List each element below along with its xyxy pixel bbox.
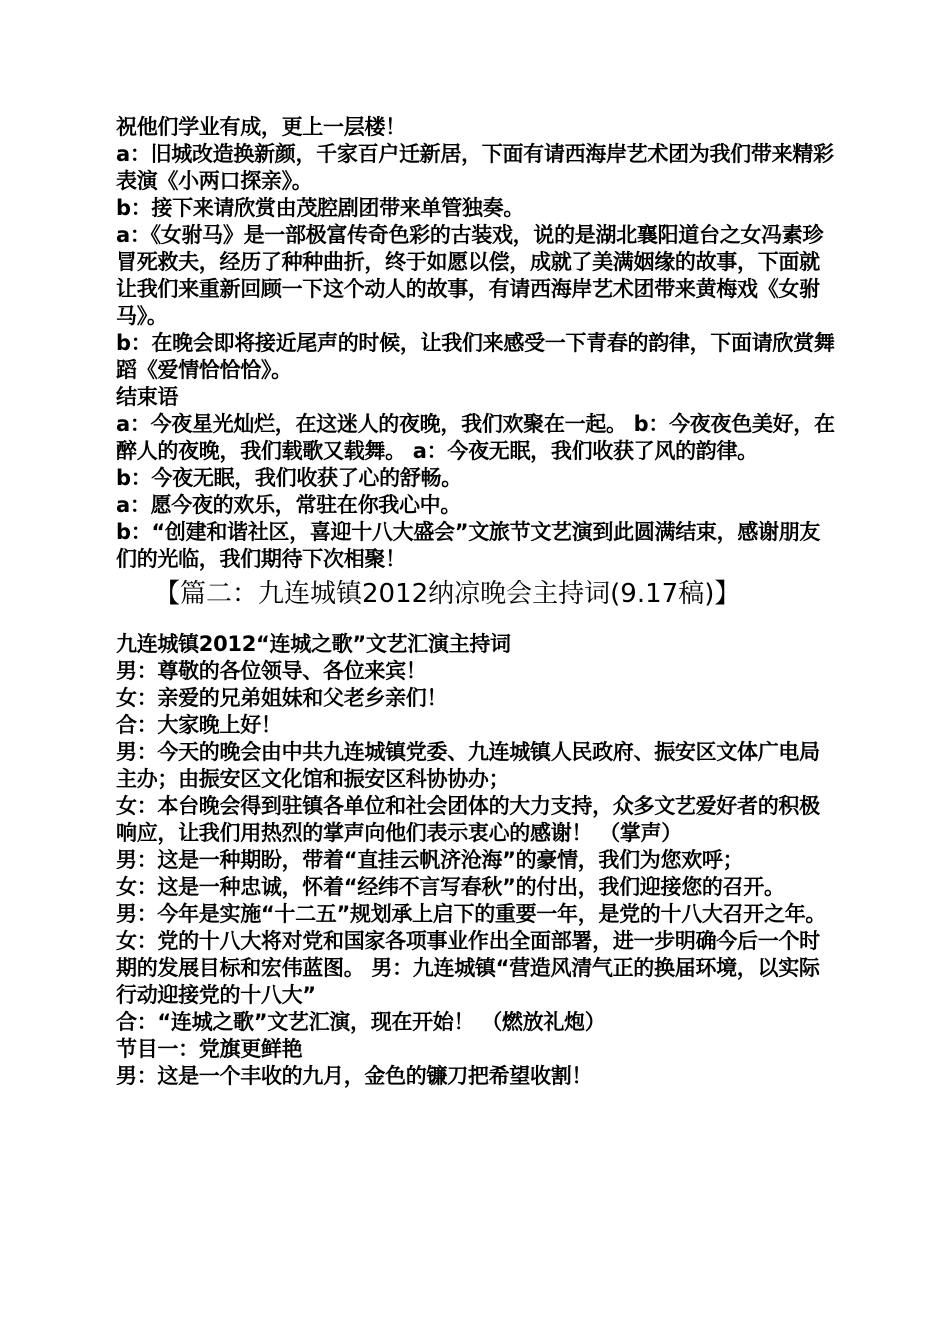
paragraph: b：在晚会即将接近尾声的时候，让我们来感受一下青春的韵律，下面请欣赏舞蹈《爱情恰恰恰》。 [116,331,835,382]
paragraph: 合：“连城之歌”文艺汇演，现在开始！ （燃放礼炮） [116,1010,606,1034]
paragraph: a：《女驸马》是一部极富传奇色彩的古装戏，说的是湖北襄阳道台之女冯素珍冒死救夫，经历了种种曲折，终于如愿以偿，成就了美满姻缘的故事，下面就让我们来重新回顾一下这个动人的故事，有请西海岸艺术团带来黄梅戏《女驸马》。 [116,223,824,328]
paragraph: a：愿今夜的欢乐，常驻在你我心中。 [116,493,462,517]
paragraph: 女：亲爱的兄弟姐妹和父老乡亲们！ [116,686,448,710]
paragraph: 合：大家晚上好！ [116,713,282,737]
document-body [116,114,836,1090]
section-subtitle: 节目一：党旗更鲜艳 [116,1037,303,1061]
paragraph: b：“创建和谐社区，喜迎十八大盛会”文旅节文艺演到此圆满结束，感谢朋友们的光临，我们期待下次相聚！ [116,520,821,571]
section-subtitle: 结束语 [116,385,179,409]
document-title: 九连城镇2012“连城之歌”文艺汇演主持词 [116,632,511,656]
paragraph: 男：今年是实施“十二五”规划承上启下的重要一年，是党的十八大召开之年。 [116,902,827,926]
paragraph: 男：这是一种期盼，带着“直挂云帆济沧海”的豪情，我们为您欢呼； [116,848,744,872]
paragraph: a：今夜星光灿烂，在这迷人的夜晚，我们欢聚在一起。 b：今夜夜色美好，在醉人的夜晚，我们载歌又载舞。 a：今夜无眠，我们收获了风的韵律。 [116,412,835,463]
paragraph: 女：本台晚会得到驻镇各单位和社会团体的大力支持，众多文艺爱好者的积极响应，让我们用热烈的掌声向他们表示衷心的感谢！ （掌声） [116,794,820,845]
section-heading: 【篇二：九连城镇2012纳凉晚会主持词(9.17稿)】 [154,579,741,609]
paragraph: 女：党的十八大将对党和国家各项事业作出全面部署，进一步明确今后一个时期的发展目标和宏伟蓝图。 男：九连城镇“营造风清气正的换届环境，以实际行动迎接党的十八大” [116,929,820,1007]
paragraph: 男：今天的晚会由中共九连城镇党委、九连城镇人民政府、振安区文体广电局主办；由振安区文化馆和振安区科协协办； [116,740,820,791]
paragraph: 男：这是一个丰收的九月，金色的镰刀把希望收割！ [116,1064,593,1088]
paragraph: b：接下来请欣赏由茂腔剧团带来单管独奏。 [116,196,525,220]
paragraph: a：旧城改造换新颜，千家百户迁新居，下面有请西海岸艺术团为我们带来精彩表演《小两口探亲》。 [116,142,834,193]
paragraph: b：今夜无眠，我们收获了心的舒畅。 [116,466,462,490]
paragraph: 女：这是一种忠诚，怀着“经纬不言写春秋”的付出，我们迎接您的召开。 [116,875,785,899]
paragraph: 祝他们学业有成，更上一层楼！ [116,115,406,139]
paragraph: 男：尊敬的各位领导、各位来宾！ [116,659,427,683]
